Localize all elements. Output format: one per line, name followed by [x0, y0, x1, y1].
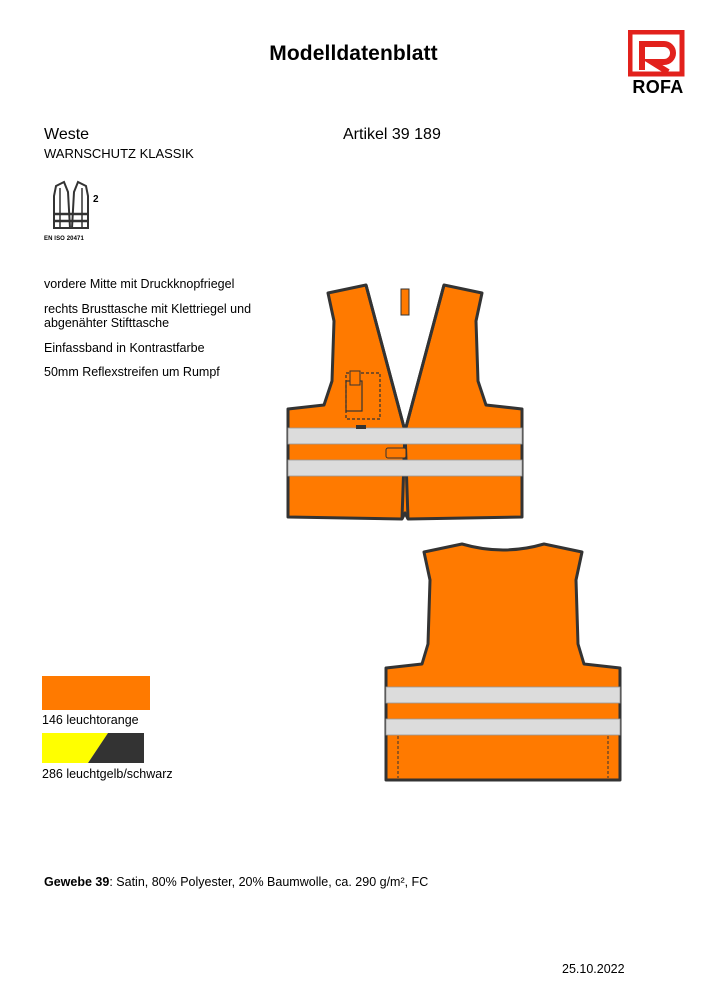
fabric-label: Gewebe 39	[44, 875, 110, 889]
color-swatch-yellow-black	[42, 733, 144, 763]
product-model: WARNSCHUTZ KLASSIK	[44, 146, 194, 161]
color-label: 146 leuchtorange	[42, 713, 139, 727]
list-item: Einfassband in Kontrastfarbe	[44, 340, 205, 355]
brand-name: ROFA	[632, 77, 684, 97]
product-name: Weste	[44, 126, 90, 143]
fabric-info	[44, 875, 428, 889]
page-title: Modelldatenblatt	[269, 42, 438, 65]
list-item: rechts Brusttasche mit Klettriegel und abgenähter Stifttasche	[44, 301, 252, 330]
certification-class: 2	[93, 194, 99, 205]
vest-back-view	[384, 540, 622, 784]
document-date: 25.10.2022	[562, 962, 625, 976]
color-swatch-orange	[42, 676, 150, 710]
list-item: vordere Mitte mit Druckknopfriegel	[44, 277, 235, 291]
fabric-description: : Satin, 80% Polyester, 20% Baumwolle, ca. 290 g/m², FC	[109, 875, 429, 889]
article-number: Artikel 39 189	[343, 126, 441, 143]
feature-list	[44, 277, 284, 390]
color-label: 286 leuchtgelb/schwarz	[42, 767, 173, 781]
list-item: 50mm Reflexstreifen um Rumpf	[44, 365, 220, 379]
certification-standard: EN ISO 20471	[44, 236, 84, 242]
vest-front-view	[286, 281, 524, 525]
